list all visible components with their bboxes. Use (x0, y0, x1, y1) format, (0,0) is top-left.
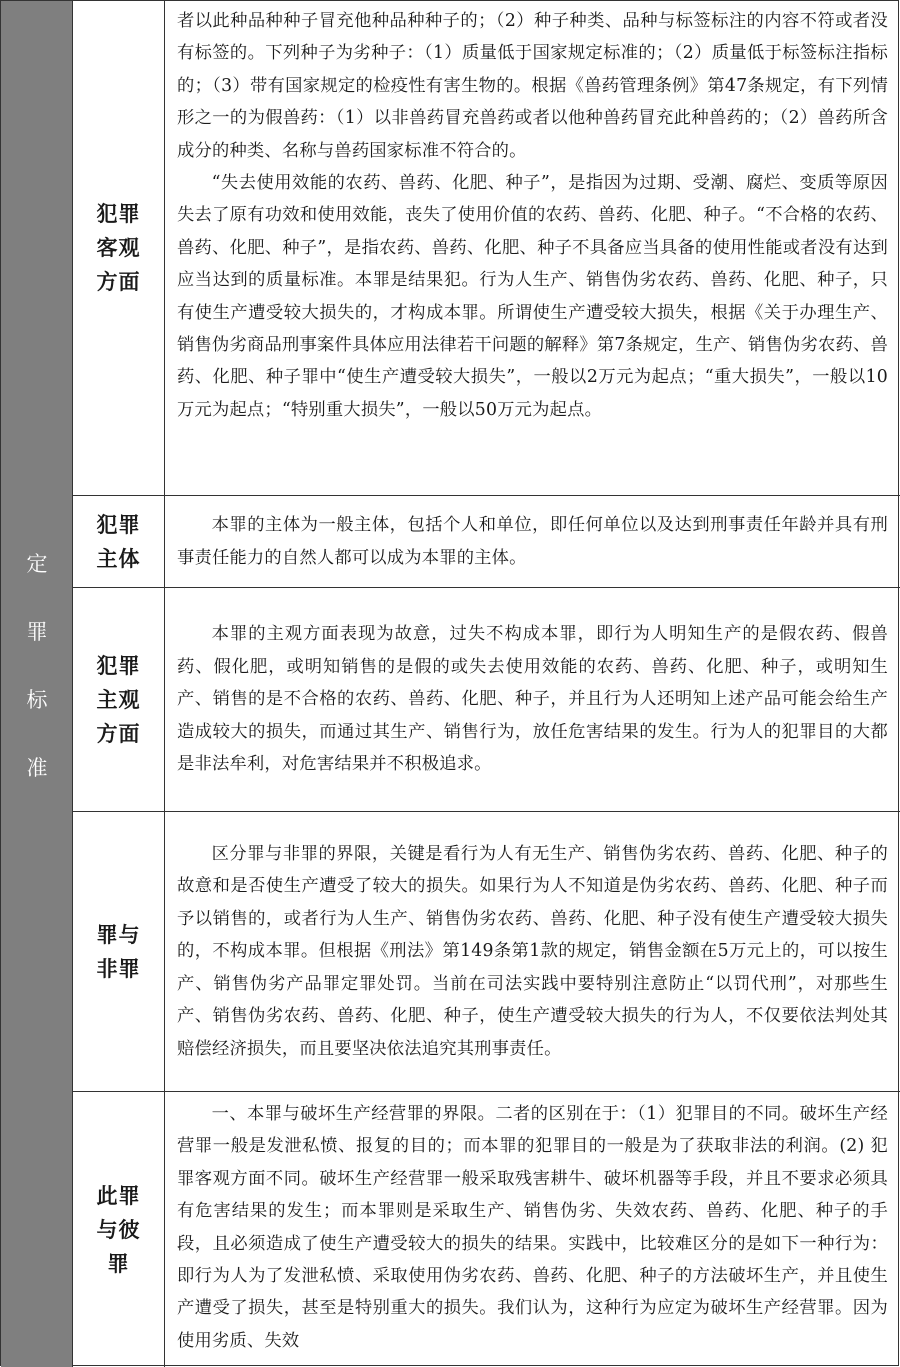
row-label: 犯罪客观方面 (96, 202, 141, 294)
row-label: 此罪与彼罪 (96, 1183, 141, 1276)
row-label-cell (73, 812, 165, 1091)
row-content-cell (165, 812, 900, 1091)
paragraph: “失去使用效能的农药、兽药、化肥、种子”，是指因为过期、受潮、腐烂、变质等原因失去了原有功效和使用效能，丧失了使用价值的农药、兽药、化肥、种子。“不合格的农药、兽药、化肥、种子”，是指农药、兽药、化肥、种子不具备应当具备的使用性能或者没有达到应当达到的质量标准。本罪是结果犯。行为人生产、销售伪劣农药、兽药、化肥、种子，只有使生产遭受较大损失的，才构成本罪。所谓使生产遭受较大损失，根据《关于办理生产、销售伪劣商品刑事案件具体应用法律若干问题的解释》第7条规定，生产、销售伪劣农药、兽药、化肥、种子罪中“使生产遭受较大损失”，一般以2万元为起点；“重大损失”，一般以10万元为起点；“特别重大损失”，一般以50万元为起点。 (177, 173, 888, 420)
row-content-cell (165, 588, 900, 811)
paragraph: 本罪的主体为一般主体，包括个人和单位，即任何单位以及达到刑事责任年龄并具有刑事责任能力的自然人都可以成为本罪的主体。 (177, 515, 888, 568)
row-label: 罪与非罪 (96, 922, 141, 981)
side-label-char: 罪 (26, 620, 48, 644)
row-content-cell (165, 1, 900, 495)
side-category-column (1, 1, 73, 1367)
row-label-cell (73, 588, 165, 811)
row-label: 犯罪主观方面 (96, 653, 141, 746)
table-row-crime-or-not (73, 812, 900, 1092)
table-row-subjective-aspect (73, 588, 900, 812)
side-label-char: 定 (26, 552, 48, 576)
paragraph: 一、本罪与破坏生产经营罪的界限。二者的区别在于：（1）犯罪目的不同。破坏生产经营罪一般是发泄私愤、报复的目的；而本罪的犯罪目的一般是为了获取非法的利润。(2) 犯罪客观方面不同。破坏生产经营罪一般采取残害耕牛、破坏机器等手段，并且不要求必须具有危害结果的发生；而本罪则是采取生产、销售伪劣、失效农药、兽药、化肥、种子的手段，且必须造成了使生产遭受较大的损失的结果。实践中，比较难区分的是如下一种行为：即行为人为了发泄私愤、采取使用伪劣农药、兽药、化肥、种子的方法破坏生产，并且使生产遭受了损失，甚至是特别重大的损失。我们认为，这种行为应定为破坏生产经营罪。因为使用劣质、失效 (177, 1104, 888, 1351)
side-label-char: 标 (26, 688, 48, 712)
side-label-char: 准 (26, 756, 48, 780)
table-row-this-vs-other-crime (73, 1092, 900, 1367)
paragraph: 区分罪与非罪的界限，关键是看行为人有无生产、销售伪劣农药、兽药、化肥、种子的故意和是否使生产遭受了较大的损失。如果行为人不知道是伪劣农药、兽药、化肥、种子而予以销售的，或者行为人生产、销售伪劣农药、兽药、化肥、种子没有使生产遭受较大损失的，不构成本罪。但根据《刑法》第149条第1款的规定，销售金额在5万元上的，可以按生产、销售伪劣产品罪定罪处罚。当前在司法实践中要特别注意防止“以罚代刑”，对那些生产、销售伪劣农药、兽药、化肥、种子，使生产遭受较大损失的行为人，不仅要依法判处其赔偿经济损失，而且要坚决依法追究其刑事责任。 (177, 844, 888, 1059)
row-label-cell (73, 496, 165, 587)
row-label-cell (73, 1, 165, 495)
row-label-cell (73, 1092, 165, 1367)
paragraph: 本罪的主观方面表现为故意，过失不构成本罪，即行为人明知生产的是假农药、假兽药、假化肥，或明知销售的是假的或失去使用效能的农药、兽药、化肥、种子，或明知生产、销售的是不合格的农药、兽药、化肥、种子，并且行为人还明知上述产品可能会给生产造成较大的损失，而通过其生产、销售行为，放任危害结果的发生。行为人的犯罪目的大都是非法牟利，对危害结果并不积极追求。 (177, 624, 888, 775)
table-row-objective-aspect (73, 1, 900, 496)
paragraph: 者以此种品种种子冒充他种品种种子的；（2）种子种类、品种与标签标注的内容不符或者没有标签的。下列种子为劣种子：（1）质量低于国家规定标准的；（2）质量低于标签标注指标的；（3）带有国家规定的检疫性有害生物的。根据《兽药管理条例》第47条规定，有下列情形之一的为假兽药：（1）以非兽药冒充兽药或者以他种兽药冒充此种兽药的；（2）兽药所含成分的种类、名称与兽药国家标准不符合的。 (177, 11, 888, 161)
table-row-subject (73, 496, 900, 588)
row-content-cell (165, 1092, 900, 1367)
row-label: 犯罪主体 (96, 512, 141, 571)
row-content-cell (165, 496, 900, 587)
